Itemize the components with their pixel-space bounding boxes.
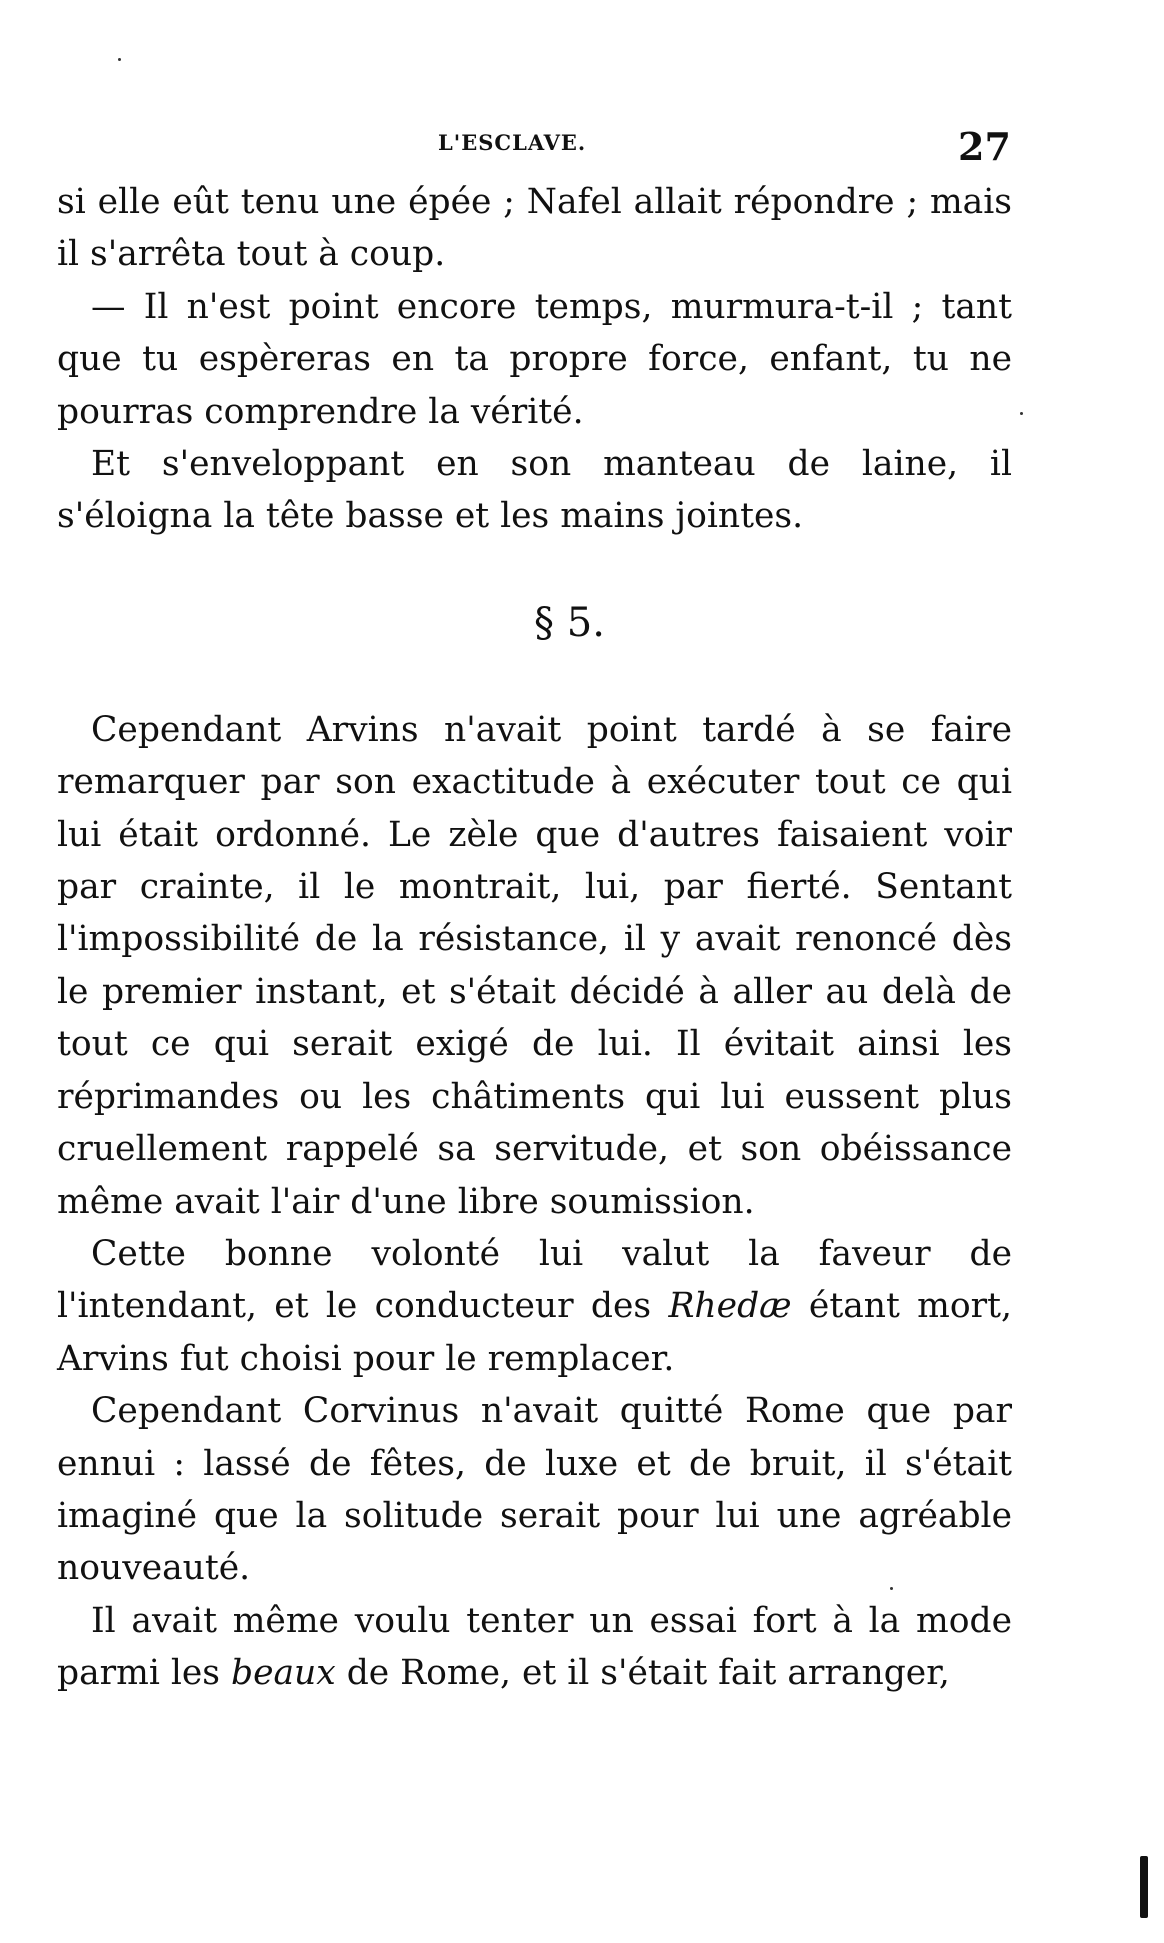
italic-term: beaux [230, 1653, 336, 1694]
print-speck [890, 1587, 893, 1590]
paragraph [57, 1228, 1012, 1385]
print-speck [1020, 412, 1023, 415]
paragraph: Cependant Arvins n'avait point tardé à se faire remarquer par son exactitude à exécuter tout ce qui lui était ordonné. Le zèle que d'autres faisaient voir par crainte, il le montrait, lui, par fierté. Sentant l'impossibilité de la résistance, il y avait renoncé dès le premier instant, et s'était décidé à aller au delà de tout ce qui serait exigé de lui. Il évitait ainsi les réprimandes ou les châtiments qui lui eussent plus cruellement rappelé sa servitude, et son obéissance même avait l'air d'une libre soumission. [57, 709, 1012, 1222]
paragraph-text: étant mort, Arvins fut choisi pour le remplacer. [57, 1286, 1012, 1379]
page-number: 27 [958, 124, 1011, 169]
page-header [0, 124, 1164, 174]
paragraph-text: de Rome, et il s'était fait arranger, [335, 1653, 950, 1694]
paragraph: si elle eût tenu une épée ; Nafel allait répondre ; mais il s'arrêta tout à coup. [57, 182, 1012, 275]
running-head: L'ESCLAVE. [438, 130, 587, 155]
section-heading: § 5. [534, 599, 605, 646]
paragraph: — Il n'est point encore temps, murmura-t-il ; tant que tu espèreras en ta propre force, enfant, tu ne pourras comprendre la vérité. [57, 286, 1012, 432]
paragraph [57, 1595, 1012, 1700]
paragraph-text: Il avait même voulu tenter un essai fort à la mode parmi les [57, 1600, 1012, 1694]
paragraph-text: Cette bonne volonté lui valut la faveur de l'intendant, et le conducteur des [57, 1233, 1012, 1327]
body-text [57, 176, 1012, 1700]
print-artifact-bar [1140, 1856, 1148, 1918]
print-speck [118, 58, 121, 61]
paragraph: Et s'enveloppant en son manteau de laine, il s'éloigna la tête basse et les mains jointes. [57, 444, 1012, 537]
paragraph: Cependant Corvinus n'avait quitté Rome que par ennui : lassé de fêtes, de luxe et de bruit, il s'était imaginé que la solitude serait pour lui une agréable nouveauté. [57, 1391, 1012, 1589]
italic-term: Rhedæ [668, 1286, 792, 1327]
